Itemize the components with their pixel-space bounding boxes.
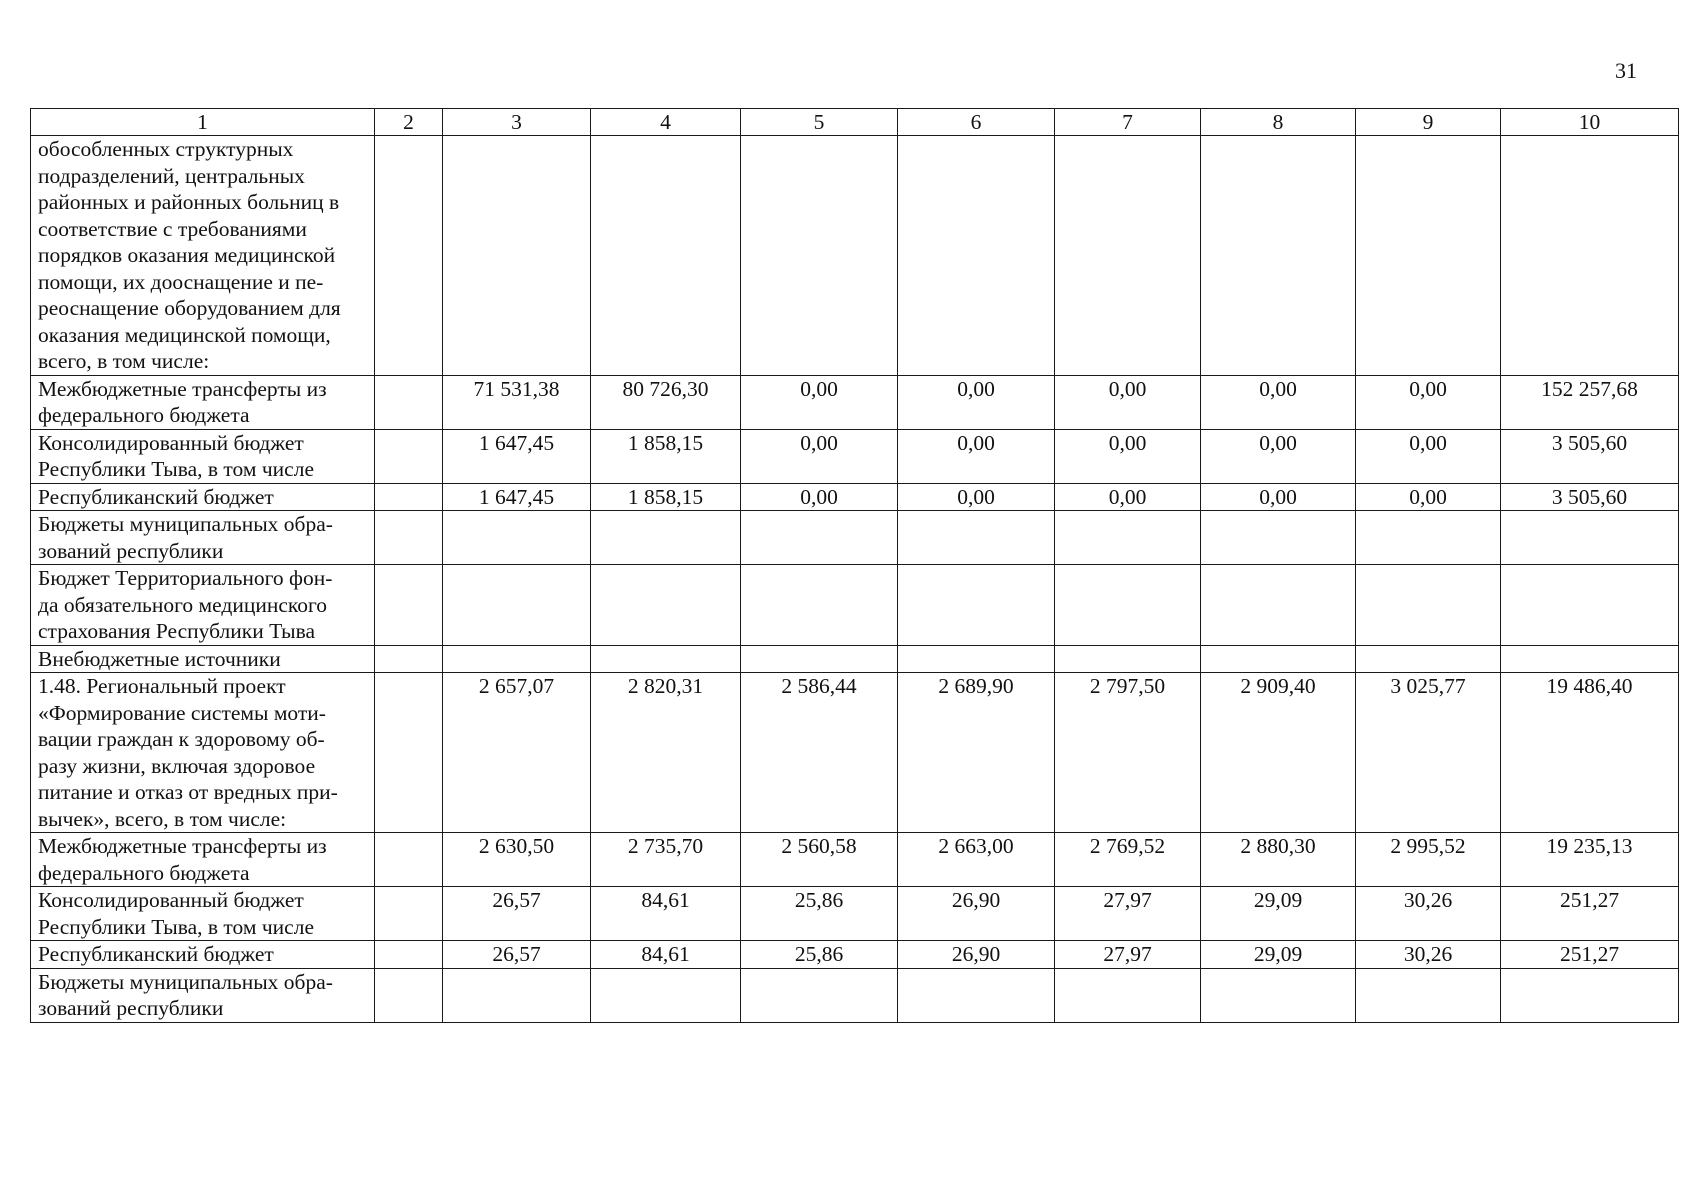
cell-col-4: 2 820,31 bbox=[591, 673, 741, 833]
cell-col-9 bbox=[1356, 136, 1501, 376]
cell-col-7: 2 769,52 bbox=[1055, 833, 1201, 887]
row-label-line: Республики Тыва, в том числе bbox=[38, 914, 314, 939]
cell-col-3 bbox=[443, 968, 591, 1022]
table-row bbox=[31, 673, 1679, 833]
budget-table bbox=[30, 108, 1679, 1023]
row-label bbox=[31, 673, 375, 833]
cell-col-10: 19 235,13 bbox=[1501, 833, 1679, 887]
cell-col-4: 1 858,15 bbox=[591, 483, 741, 511]
cell-col-6 bbox=[898, 136, 1055, 376]
cell-col-3: 2 630,50 bbox=[443, 833, 591, 887]
cell-col-10: 19 486,40 bbox=[1501, 673, 1679, 833]
cell-col-8: 0,00 bbox=[1201, 375, 1356, 429]
cell-col-10 bbox=[1501, 565, 1679, 646]
cell-col-6: 2 689,90 bbox=[898, 673, 1055, 833]
cell-col-5: 0,00 bbox=[741, 429, 898, 483]
cell-col-2 bbox=[375, 673, 443, 833]
cell-col-6 bbox=[898, 968, 1055, 1022]
cell-col-3: 26,57 bbox=[443, 887, 591, 941]
row-label-line: да обязательного медицинского bbox=[38, 592, 328, 617]
cell-col-6: 0,00 bbox=[898, 483, 1055, 511]
page-number: 31 bbox=[1615, 58, 1637, 83]
cell-col-5: 2 560,58 bbox=[741, 833, 898, 887]
cell-col-3: 1 647,45 bbox=[443, 429, 591, 483]
cell-col-2 bbox=[375, 136, 443, 376]
cell-col-2 bbox=[375, 645, 443, 673]
column-header-1: 1 bbox=[31, 109, 375, 136]
cell-col-9 bbox=[1356, 511, 1501, 565]
cell-col-7 bbox=[1055, 511, 1201, 565]
row-label-line: районных и районных больниц в bbox=[38, 190, 340, 214]
table-row bbox=[31, 136, 1679, 376]
cell-col-6 bbox=[898, 565, 1055, 646]
row-label-line: разу жизни, включая здоровое bbox=[38, 753, 316, 778]
cell-col-5: 2 586,44 bbox=[741, 673, 898, 833]
cell-col-3 bbox=[443, 565, 591, 646]
cell-col-9: 3 025,77 bbox=[1356, 673, 1501, 833]
cell-col-3 bbox=[443, 136, 591, 376]
cell-col-10 bbox=[1501, 136, 1679, 376]
cell-col-4 bbox=[591, 511, 741, 565]
cell-col-2 bbox=[375, 968, 443, 1022]
cell-col-3: 71 531,38 bbox=[443, 375, 591, 429]
row-label bbox=[31, 887, 375, 941]
cell-col-3 bbox=[443, 511, 591, 565]
cell-col-7: 0,00 bbox=[1055, 375, 1201, 429]
row-label-line: Республиканский бюджет bbox=[38, 484, 274, 509]
row-label-line: Бюджеты муниципальных обра- bbox=[38, 512, 333, 536]
row-label bbox=[31, 429, 375, 483]
cell-col-6: 26,90 bbox=[898, 887, 1055, 941]
row-label-line: Консолидированный бюджет bbox=[38, 430, 304, 455]
cell-col-7: 0,00 bbox=[1055, 483, 1201, 511]
cell-col-8: 0,00 bbox=[1201, 483, 1356, 511]
column-header-9: 9 bbox=[1356, 109, 1501, 136]
cell-col-8: 29,09 bbox=[1201, 887, 1356, 941]
column-header-10: 10 bbox=[1501, 109, 1679, 136]
cell-col-4 bbox=[591, 968, 741, 1022]
cell-col-9: 0,00 bbox=[1356, 483, 1501, 511]
cell-col-7 bbox=[1055, 565, 1201, 646]
row-label-line: Консолидированный бюджет bbox=[38, 888, 304, 912]
table-row bbox=[31, 565, 1679, 646]
cell-col-7 bbox=[1055, 968, 1201, 1022]
column-header-2: 2 bbox=[375, 109, 443, 136]
cell-col-9: 30,26 bbox=[1356, 941, 1501, 969]
cell-col-9: 0,00 bbox=[1356, 375, 1501, 429]
cell-col-9: 30,26 bbox=[1356, 887, 1501, 941]
cell-col-2 bbox=[375, 511, 443, 565]
row-label bbox=[31, 375, 375, 429]
cell-col-4 bbox=[591, 645, 741, 673]
row-label bbox=[31, 968, 375, 1022]
row-label-line: Межбюджетные трансферты из bbox=[38, 376, 327, 401]
cell-col-4 bbox=[591, 565, 741, 646]
row-label bbox=[31, 565, 375, 646]
cell-col-5 bbox=[741, 511, 898, 565]
row-label-line: Республики Тыва, в том числе bbox=[38, 457, 314, 481]
table-row bbox=[31, 645, 1679, 673]
cell-col-7: 2 797,50 bbox=[1055, 673, 1201, 833]
cell-col-2 bbox=[375, 833, 443, 887]
row-label bbox=[31, 833, 375, 887]
cell-col-2 bbox=[375, 375, 443, 429]
cell-col-8 bbox=[1201, 968, 1356, 1022]
cell-col-8: 2 880,30 bbox=[1201, 833, 1356, 887]
cell-col-10: 251,27 bbox=[1501, 887, 1679, 941]
cell-col-5 bbox=[741, 136, 898, 376]
row-label bbox=[31, 483, 375, 511]
row-label-line: вации граждан к здоровому об- bbox=[38, 727, 325, 751]
row-label bbox=[31, 941, 375, 969]
cell-col-7: 27,97 bbox=[1055, 941, 1201, 969]
cell-col-9 bbox=[1356, 565, 1501, 646]
header-row bbox=[31, 109, 1679, 136]
cell-col-4 bbox=[591, 136, 741, 376]
cell-col-4: 2 735,70 bbox=[591, 833, 741, 887]
cell-col-3 bbox=[443, 645, 591, 673]
cell-col-5 bbox=[741, 565, 898, 646]
cell-col-4: 84,61 bbox=[591, 941, 741, 969]
row-label bbox=[31, 645, 375, 673]
cell-col-5 bbox=[741, 968, 898, 1022]
table-row bbox=[31, 511, 1679, 565]
cell-col-4: 1 858,15 bbox=[591, 429, 741, 483]
row-label-line: зований республики bbox=[38, 538, 224, 563]
row-label-line: Бюджет Территориального фон- bbox=[38, 566, 333, 590]
row-label-line: вычек», всего, в том числе: bbox=[38, 806, 287, 831]
cell-col-8 bbox=[1201, 136, 1356, 376]
table-row bbox=[31, 375, 1679, 429]
table-row bbox=[31, 968, 1679, 1022]
row-label-line: Внебюджетные источники bbox=[38, 646, 281, 671]
row-label-line: порядков оказания медицинской bbox=[38, 243, 336, 267]
row-label-line: Межбюджетные трансферты из bbox=[38, 834, 327, 858]
cell-col-2 bbox=[375, 887, 443, 941]
cell-col-4: 80 726,30 bbox=[591, 375, 741, 429]
row-label-line: зований республики bbox=[38, 996, 224, 1020]
cell-col-4: 84,61 bbox=[591, 887, 741, 941]
row-label-line: 1.48. Региональный проект bbox=[38, 674, 286, 698]
table-row bbox=[31, 833, 1679, 887]
row-label-line: помощи, их дооснащение и пе- bbox=[38, 269, 324, 294]
cell-col-10: 3 505,60 bbox=[1501, 483, 1679, 511]
column-header-6: 6 bbox=[898, 109, 1055, 136]
cell-col-2 bbox=[375, 429, 443, 483]
row-label-line: реоснащение оборудованием для bbox=[38, 296, 341, 320]
cell-col-6 bbox=[898, 511, 1055, 565]
row-label-line: Бюджеты муниципальных обра- bbox=[38, 969, 333, 994]
column-header-5: 5 bbox=[741, 109, 898, 136]
cell-col-5: 25,86 bbox=[741, 887, 898, 941]
cell-col-8 bbox=[1201, 511, 1356, 565]
cell-col-8: 2 909,40 bbox=[1201, 673, 1356, 833]
column-header-4: 4 bbox=[591, 109, 741, 136]
row-label bbox=[31, 136, 375, 376]
row-label-line: питание и отказ от вредных при- bbox=[38, 780, 338, 804]
table-row bbox=[31, 887, 1679, 941]
cell-col-9: 0,00 bbox=[1356, 429, 1501, 483]
cell-col-6: 0,00 bbox=[898, 429, 1055, 483]
cell-col-8: 0,00 bbox=[1201, 429, 1356, 483]
cell-col-6: 0,00 bbox=[898, 375, 1055, 429]
row-label-line: страхования Республики Тыва bbox=[38, 619, 316, 643]
row-label-line: подразделений, центральных bbox=[38, 163, 305, 188]
cell-col-3: 2 657,07 bbox=[443, 673, 591, 833]
cell-col-3: 1 647,45 bbox=[443, 483, 591, 511]
cell-col-5: 0,00 bbox=[741, 483, 898, 511]
cell-col-10 bbox=[1501, 645, 1679, 673]
cell-col-5 bbox=[741, 645, 898, 673]
table-row bbox=[31, 429, 1679, 483]
cell-col-7: 0,00 bbox=[1055, 429, 1201, 483]
cell-col-8 bbox=[1201, 565, 1356, 646]
cell-col-5: 25,86 bbox=[741, 941, 898, 969]
cell-col-8 bbox=[1201, 645, 1356, 673]
cell-col-10 bbox=[1501, 968, 1679, 1022]
cell-col-8: 29,09 bbox=[1201, 941, 1356, 969]
cell-col-10 bbox=[1501, 511, 1679, 565]
row-label bbox=[31, 511, 375, 565]
cell-col-10: 251,27 bbox=[1501, 941, 1679, 969]
row-label-line: федерального бюджета bbox=[38, 403, 250, 427]
cell-col-7 bbox=[1055, 136, 1201, 376]
table-row bbox=[31, 483, 1679, 511]
cell-col-6: 26,90 bbox=[898, 941, 1055, 969]
column-header-3: 3 bbox=[443, 109, 591, 136]
row-label-line: всего, в том числе: bbox=[38, 349, 210, 373]
cell-col-6: 2 663,00 bbox=[898, 833, 1055, 887]
cell-col-5: 0,00 bbox=[741, 375, 898, 429]
column-header-7: 7 bbox=[1055, 109, 1201, 136]
cell-col-9 bbox=[1356, 645, 1501, 673]
cell-col-6 bbox=[898, 645, 1055, 673]
row-label-line: обособленных структурных bbox=[38, 137, 294, 161]
cell-col-7: 27,97 bbox=[1055, 887, 1201, 941]
row-label-line: соответствие с требованиями bbox=[38, 216, 307, 241]
cell-col-9: 2 995,52 bbox=[1356, 833, 1501, 887]
cell-col-2 bbox=[375, 483, 443, 511]
column-header-8: 8 bbox=[1201, 109, 1356, 136]
table-row bbox=[31, 941, 1679, 969]
cell-col-7 bbox=[1055, 645, 1201, 673]
cell-col-9 bbox=[1356, 968, 1501, 1022]
cell-col-3: 26,57 bbox=[443, 941, 591, 969]
row-label-line: Республиканский бюджет bbox=[38, 942, 274, 966]
row-label-line: оказания медицинской помощи, bbox=[38, 322, 331, 347]
cell-col-10: 152 257,68 bbox=[1501, 375, 1679, 429]
cell-col-2 bbox=[375, 565, 443, 646]
cell-col-2 bbox=[375, 941, 443, 969]
row-label-line: федерального бюджета bbox=[38, 860, 250, 885]
cell-col-10: 3 505,60 bbox=[1501, 429, 1679, 483]
row-label-line: «Формирование системы моти- bbox=[38, 700, 326, 725]
